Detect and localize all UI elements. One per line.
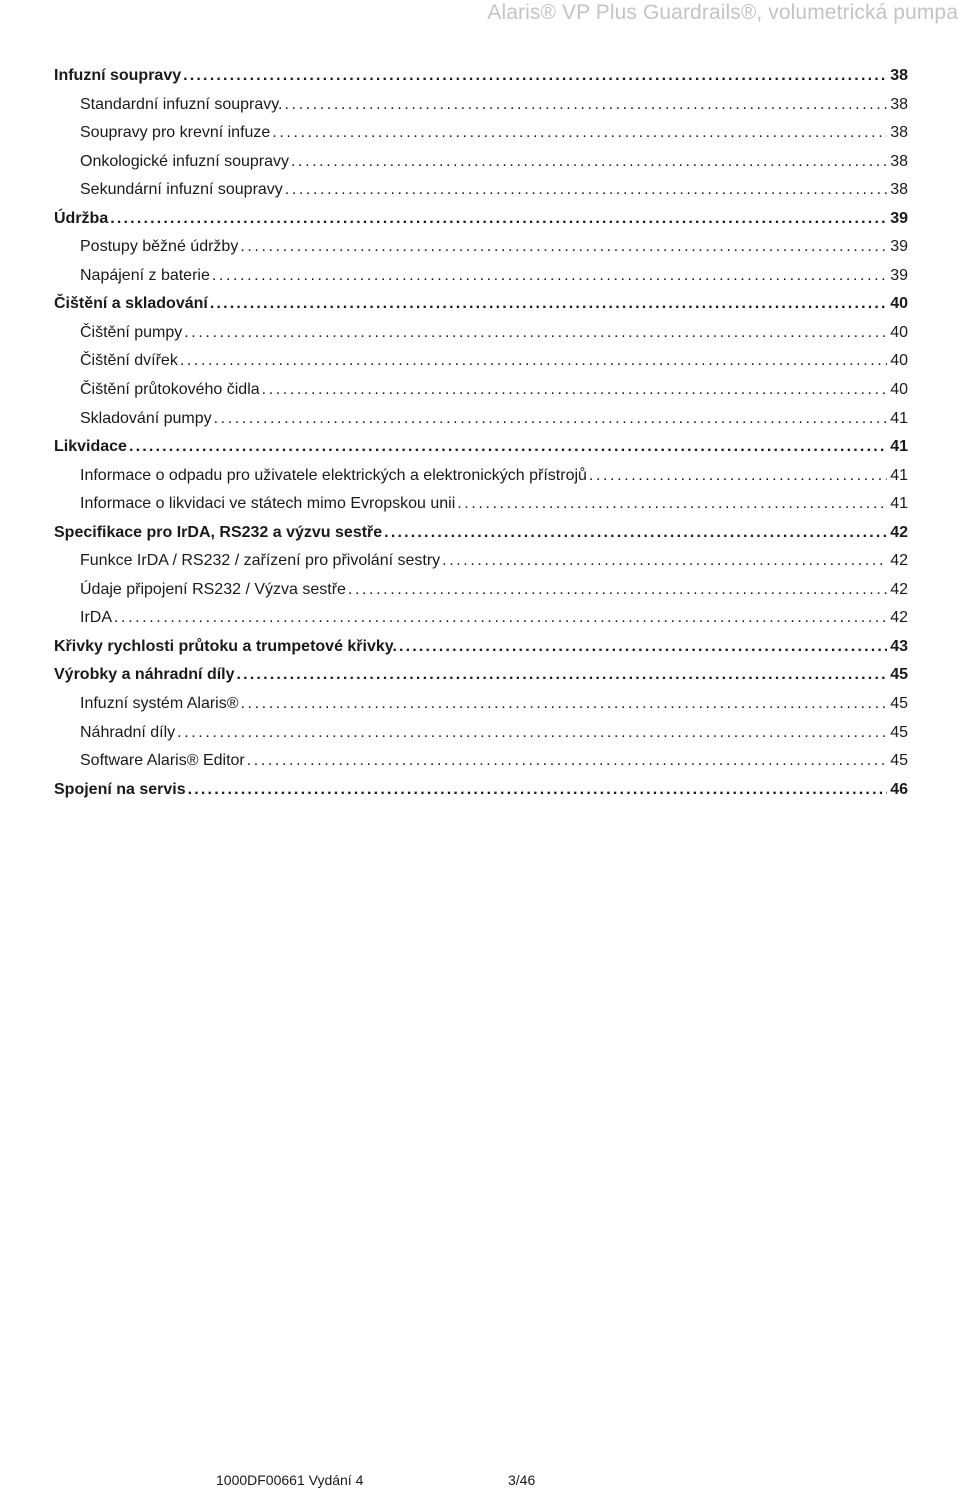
toc-dot-leader: [272, 119, 887, 148]
toc-section-entry[interactable]: [54, 633, 908, 662]
footer-document-id: 1000DF00661 Vydání 4: [216, 1472, 364, 1488]
footer-page-number: 3/46: [508, 1472, 536, 1488]
toc-dot-leader: [184, 319, 887, 348]
table-of-contents: [54, 62, 908, 804]
toc-subsection-entry[interactable]: [54, 490, 908, 519]
toc-entry-label: Křivky rychlosti průtoku a trumpetové křivky.: [54, 637, 397, 655]
toc-entry-label: Napájení z baterie: [80, 266, 210, 284]
toc-entry-page-number: 45: [890, 752, 908, 770]
toc-subsection-entry[interactable]: [54, 547, 908, 576]
toc-entry-label: Infuzní systém Alaris®: [80, 695, 239, 713]
toc-entry-page-number: 42: [890, 580, 908, 598]
toc-entry-label: Informace o odpadu pro uživatele elektrických a elektronických přístrojů: [80, 466, 587, 484]
toc-dot-leader: [183, 62, 887, 91]
toc-entry-page-number: 39: [890, 209, 908, 227]
toc-subsection-entry[interactable]: [54, 319, 908, 348]
toc-section-entry[interactable]: [54, 661, 908, 690]
toc-entry-label: Výrobky a náhradní díly: [54, 666, 235, 684]
toc-dot-leader: [291, 148, 887, 177]
toc-dot-leader: [384, 519, 887, 548]
toc-entry-label: Skladování pumpy: [80, 409, 212, 427]
toc-entry-page-number: 40: [890, 295, 908, 313]
toc-dot-leader: [285, 91, 888, 120]
toc-entry-page-number: 45: [890, 695, 908, 713]
toc-entry-label: Sekundární infuzní soupravy: [80, 181, 283, 199]
toc-entry-page-number: 38: [890, 67, 908, 84]
toc-entry-label: Soupravy pro krevní infuze: [80, 124, 271, 142]
toc-entry-page-number: 40: [890, 352, 908, 370]
toc-dot-leader: [214, 405, 888, 434]
toc-subsection-entry[interactable]: [54, 176, 908, 205]
toc-entry-page-number: 41: [890, 438, 908, 456]
toc-dot-leader: [180, 347, 887, 376]
toc-entry-page-number: 40: [890, 381, 908, 399]
toc-entry-label: IrDA: [80, 609, 112, 627]
toc-subsection-entry[interactable]: [54, 91, 908, 120]
toc-subsection-entry[interactable]: [54, 719, 908, 748]
toc-subsection-entry[interactable]: [54, 119, 908, 148]
toc-dot-leader: [177, 719, 887, 748]
toc-entry-page-number: 41: [890, 409, 908, 427]
toc-entry-page-number: 45: [890, 723, 908, 741]
toc-entry-label: Čištění a skladování: [54, 295, 208, 313]
toc-subsection-entry[interactable]: [54, 376, 908, 405]
toc-section-entry[interactable]: [54, 205, 908, 234]
toc-entry-label: Software Alaris® Editor: [80, 752, 245, 770]
toc-subsection-entry[interactable]: [54, 604, 908, 633]
toc-entry-page-number: 45: [890, 666, 908, 684]
toc-entry-page-number: 38: [890, 181, 908, 199]
toc-entry-page-number: 42: [890, 552, 908, 570]
toc-section-entry[interactable]: [54, 290, 908, 319]
toc-subsection-entry[interactable]: [54, 233, 908, 262]
toc-subsection-entry[interactable]: [54, 747, 908, 776]
toc-dot-leader: [442, 547, 887, 576]
toc-entry-label: Standardní infuzní soupravy.: [80, 95, 283, 113]
toc-entry-label: Čištění průtokového čidla: [80, 381, 260, 399]
toc-subsection-entry[interactable]: [54, 576, 908, 605]
toc-entry-label: Spojení na servis: [54, 780, 186, 798]
toc-entry-page-number: 42: [890, 523, 908, 541]
toc-section-entry[interactable]: [54, 776, 908, 805]
toc-entry-label: Čištění pumpy: [80, 323, 183, 341]
toc-entry-page-number: 41: [890, 495, 908, 513]
toc-dot-leader: [240, 233, 887, 262]
toc-entry-page-number: 46: [890, 780, 908, 798]
toc-subsection-entry[interactable]: [54, 690, 908, 719]
toc-dot-leader: [110, 205, 887, 234]
toc-dot-leader: [589, 462, 887, 491]
toc-entry-label: Postupy běžné údržby: [80, 238, 239, 256]
toc-entry-label: Specifikace pro IrDA, RS232 a výzvu sestře: [54, 523, 383, 541]
toc-entry-page-number: 39: [890, 266, 908, 284]
toc-entry-page-number: 40: [890, 323, 908, 341]
toc-entry-label: Infuzní soupravy: [54, 67, 182, 84]
toc-dot-leader: [262, 376, 888, 405]
toc-dot-leader: [114, 604, 887, 633]
toc-dot-leader: [285, 176, 887, 205]
toc-subsection-entry[interactable]: [54, 262, 908, 291]
toc-entry-label: Náhradní díly: [80, 723, 176, 741]
toc-subsection-entry[interactable]: [54, 347, 908, 376]
toc-dot-leader: [210, 290, 887, 319]
toc-dot-leader: [129, 433, 887, 462]
toc-entry-label: Údržba: [54, 209, 109, 227]
toc-section-entry[interactable]: [54, 433, 908, 462]
toc-dot-leader: [212, 262, 887, 291]
toc-entry-label: Onkologické infuzní soupravy: [80, 152, 289, 170]
toc-dot-leader: [457, 490, 887, 519]
toc-section-entry[interactable]: [54, 62, 908, 91]
toc-entry-page-number: 38: [890, 95, 908, 113]
toc-entry-page-number: 41: [890, 466, 908, 484]
toc-entry-label: Funkce IrDA / RS232 / zařízení pro přivolání sestry: [80, 552, 441, 570]
toc-dot-leader: [241, 690, 888, 719]
toc-entry-label: Údaje připojení RS232 / Výzva sestře: [80, 580, 346, 598]
toc-entry-label: Informace o likvidaci ve státech mimo Evropskou unii: [80, 495, 456, 513]
toc-subsection-entry[interactable]: [54, 148, 908, 177]
toc-dot-leader: [237, 661, 888, 690]
toc-entry-label: Čištění dvířek: [80, 352, 178, 370]
toc-dot-leader: [188, 776, 888, 805]
toc-dot-leader: [348, 576, 887, 605]
document-header-title: Alaris® VP Plus Guardrails®, volumetrická pumpa: [487, 1, 958, 24]
toc-entry-page-number: 38: [890, 124, 908, 142]
toc-subsection-entry[interactable]: [54, 405, 908, 434]
toc-entry-page-number: 42: [890, 609, 908, 627]
toc-entry-label: Likvidace: [54, 438, 127, 456]
toc-subsection-entry[interactable]: [54, 462, 908, 491]
toc-section-entry[interactable]: [54, 519, 908, 548]
toc-dot-leader: [399, 633, 887, 662]
toc-entry-page-number: 38: [890, 152, 908, 170]
toc-entry-page-number: 43: [890, 637, 908, 655]
toc-entry-page-number: 39: [890, 238, 908, 256]
toc-dot-leader: [247, 747, 887, 776]
